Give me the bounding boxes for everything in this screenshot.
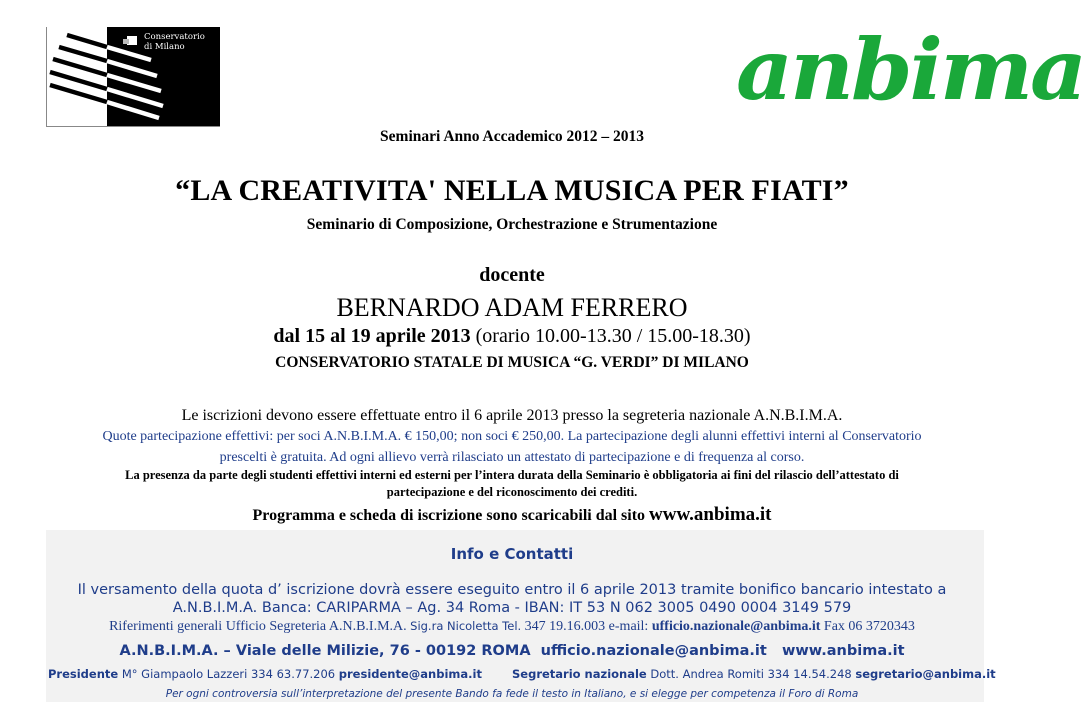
venue: CONSERVATORIO STATALE DI MUSICA “G. VERDI” DI MILANO — [275, 354, 749, 371]
dates-line — [0, 325, 1024, 348]
presidente-name: M° Giampaolo Lazzeri 334 63.77.206 — [118, 667, 339, 681]
riferimenti-text: Riferimenti generali Ufficio Segreteria A.N.B.I.M.A. — [109, 619, 411, 634]
presidente-line — [48, 667, 482, 681]
riferimenti-name: Sig.ra Nicoletta Tel. — [410, 619, 522, 633]
iscrizioni-text: Le iscrizioni devono essere effettuate entro il 6 aprile 2013 presso la segreteria nazionale A.N.B.I.M.A. — [181, 407, 843, 424]
docente-label: docente — [479, 264, 545, 286]
segretario-name: Dott. Andrea Romiti 334 14.54.248 — [646, 667, 856, 681]
docente-name: BERNARDO ADAM FERRERO — [336, 293, 688, 322]
versamento-line-1: Il versamento della quota d’ iscrizione dovrà essere eseguito entro il 6 aprile 2013 tramite bonifico bancario intestato a — [77, 582, 947, 598]
academic-year-subtitle: Seminari Anno Accademico 2012 – 2013 — [380, 128, 644, 145]
info-heading: Info e Contatti — [450, 545, 574, 563]
riferimenti-phone: 347 19.16.003 e-mail: — [521, 619, 652, 634]
anbima-logo: anbima — [736, 20, 1084, 119]
riferimenti-fax: Fax 06 3720343 — [820, 619, 915, 634]
seminar-dates: dal 15 al 19 aprile 2013 — [273, 325, 471, 347]
footer-note: Per ogni controversia sull’interpretazione del presente Bando fa fede il testo in Italiano, e si elegge per competenza il Foro di Roma — [165, 688, 859, 700]
versamento-line-2: A.N.B.I.M.A. Banca: CARIPARMA – Ag. 34 Roma - IBAN: IT 53 N 062 3005 0490 0004 3149 579 — [172, 600, 852, 616]
address-site-link[interactable]: www.anbima.it — [782, 643, 905, 659]
programma-text: Programma e scheda di iscrizione sono scaricabili dal sito — [252, 507, 650, 524]
presidente-email-link[interactable]: presidente@anbima.it — [338, 667, 482, 681]
programma-line — [0, 504, 1024, 526]
quote-line-2: prescelti è gratuita. Ad ogni allievo verrà rilasciato un attestato di partecipazione e di frequenza al corso. — [219, 450, 805, 465]
presenza-line-2: partecipazione e del riconoscimento dei crediti. — [386, 485, 638, 499]
seminar-type: Seminario di Composizione, Orchestrazione e Strumentazione — [306, 216, 718, 233]
presidente-label: Presidente — [48, 667, 119, 681]
riferimenti-line — [0, 619, 1024, 635]
quote-line-1: Quote partecipazione effettivi: per soci A.N.B.I.M.A. € 150,00; non soci € 250,00. La partecipazione degli alunni effettivi interni al Conservatorio — [102, 429, 922, 444]
conservatorio-name: Conservatorio — [144, 32, 205, 42]
conservatorio-logo — [46, 27, 220, 127]
segretario-email-link[interactable]: segretario@anbima.it — [855, 667, 996, 681]
programma-site-link[interactable]: www.anbima.it — [649, 504, 772, 525]
conservatorio-city: di Milano — [144, 42, 185, 52]
riferimenti-email-link[interactable]: ufficio.nazionale@anbima.it — [651, 619, 821, 634]
seminar-hours: (orario 10.00-13.30 / 15.00-18.30) — [475, 325, 751, 347]
segretario-label: Segretario nazionale — [512, 667, 647, 681]
page-title: “LA CREATIVITA' NELLA MUSICA PER FIATI” — [175, 174, 849, 207]
address-text: A.N.B.I.M.A. – Viale delle Milizie, 76 - 00192 ROMA — [119, 643, 531, 659]
address-email-link[interactable]: ufficio.nazionale@anbima.it — [540, 643, 767, 659]
address-line — [0, 643, 1024, 659]
presenza-line-1: La presenza da parte degli studenti effettivi interni ed esterni per l’intera durata della Seminario è obbligatoria ai fini del rilascio dell’attestato di — [125, 468, 899, 482]
segretario-line — [512, 667, 996, 681]
